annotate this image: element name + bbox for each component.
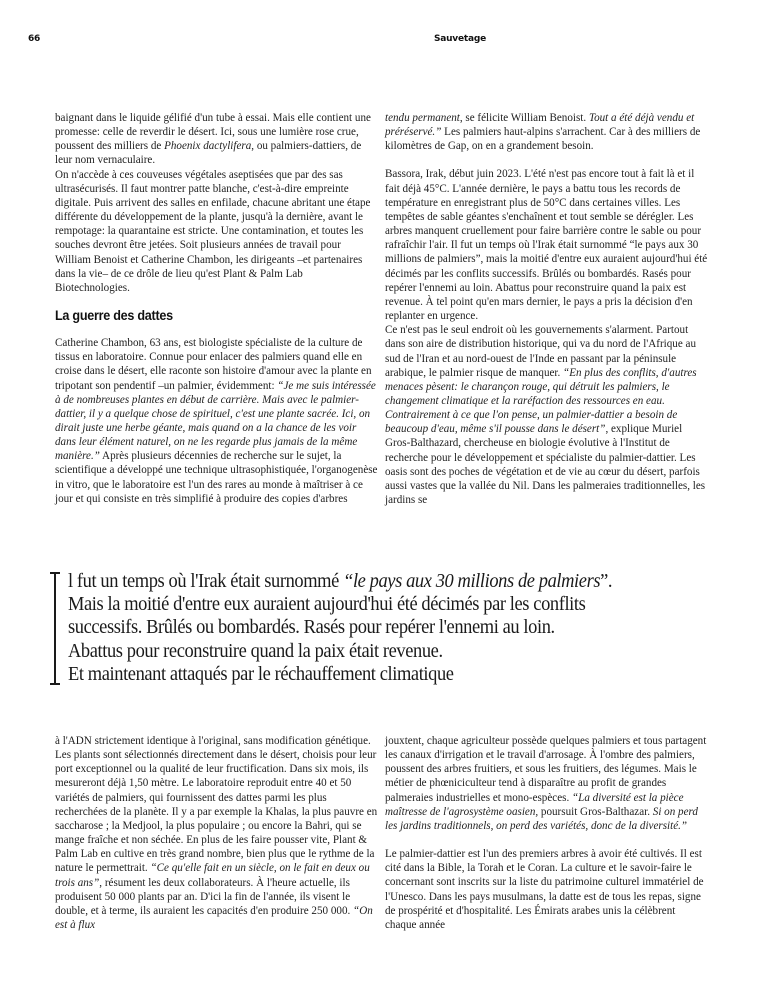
text-run: l fut un temps où l'Irak était surnommé <box>68 570 344 592</box>
paragraph <box>55 111 379 168</box>
text-run-italic: “le pays aux 30 millions de palmiers <box>343 570 601 592</box>
text-run: , ou palmiers-dattiers, de leur nom vernaculaire. <box>55 140 362 167</box>
text-run: Catherine Chambon, 63 ans, est biologiste spécialiste de la culture de tissus en laboratoire. Connue pour enlacer des palmiers quand elle en croise dans le désert, elle raconte son histoire d'amour avec la plante en tripotant son pendentif –un palmier, évidemment: <box>55 337 372 392</box>
column-bottom-left <box>55 734 379 932</box>
text-run: Après plusieurs décennies de recherche sur le sujet, la scientifique a développé une technique ultrasophistiquée, l'organogenèse in vitro, que le laboratoire est l'un des rares au monde à maîtriser à ce jour et qui consiste en très simplifié à produire des copies d'arbres <box>55 450 378 505</box>
pull-quote-line <box>68 570 612 593</box>
text-run: à l'ADN strictement identique à l'original, sans modification génétique. Les plants sont sélectionnés directement dans le désert, choisis pour leur port exceptionnel ou la qualité de leur fructification. Dans six mois, ils mesureront déjà 1,50 mètre. Le laboratoire reproduit entre 40 et 50 variétés de palmiers, qui fournissent des dattes parmi les plus recherchées de la planète. Il y a par exemple la Khalas, la plus pauvre en saccharose ; la Medjool, la plus populaire ; ou encore la Bahri, qui se mange fraîche et non séchée. En plus de les faire pousser vite, Plant & Palm Lab en cultive en très grand nombre, bien plus que le rythme de la nature le permettrait. <box>55 735 378 875</box>
paragraph <box>55 734 379 932</box>
text-run: , se félicite William Benoist. <box>459 112 589 124</box>
text-run: ”. <box>600 570 613 592</box>
paragraph: Le palmier-dattier est l'un des premiers arbres à avoir été cultivés. Il est cité dans la Bible, la Torah et le Coran. La culture et le savoir-faire le concernant sont inscrits sur la liste du patrimoine culturel immatériel de l'Unesco. Dans les pays musulmans, la datte est de tous les repas, signe de prospérité et d'hospitalité. Les Émirats arabes unis la célèbrent chaque année <box>385 848 704 931</box>
pull-quote-text <box>68 570 612 686</box>
section-subheading: La guerre des dattes <box>55 307 173 324</box>
column-bottom-right <box>385 734 709 932</box>
paragraph <box>385 734 709 833</box>
text-run: jouxtent, chaque agriculteur possède quelques palmiers et tous partagent les canaux d'irrigation et le travail d'arrosage. À l'ombre des palmiers, poussent des arbres fruitiers, et sous les fruitiers, des légumes. Mais le métier de phœniciculteur tend à disparaître au profit de grandes palmeraies industrielles et mono-espèces. <box>385 735 707 804</box>
quote-italic: “La diversité est la pièce maîtresse de l'agrosystème oasien, <box>385 791 684 818</box>
text-run-italic: tendu permanent <box>385 112 460 124</box>
drop-cap-i-bracket-icon <box>50 572 60 685</box>
quote-italic: “On est à flux <box>55 904 373 932</box>
text-run: , résument les deux collaborateurs. À l'heure actuelle, ils produisent 50 000 plants par an. D'ici la fin de l'année, ils visent le double, et à terme, ils auraient les capacités d'en produire 250 000. <box>55 876 354 917</box>
quote-italic: “Ce qu'elle fait en un siècle, on le fait en deux ou trois ans” <box>55 862 370 889</box>
text-run: poursuit Gros-Balthazar. <box>538 805 653 818</box>
pull-quote-line: successifs. Brûlés ou bombardés. Rasés pour repérer l'ennemi au loin. <box>68 616 555 639</box>
column-top-left <box>55 111 379 506</box>
quote-italic: “En plus des conflits, d'autres menaces pèsent: le charançon rouge, qui détruit les palmiers, le changement climatique et la raréfaction des ressources en eau. Contrairement à ce que l'on pense, un palmier-dattier a besoin de beaucoup d'eau, même s'il pousse dans le désert” <box>385 366 697 436</box>
quote-italic: Tout a été déjà vendu et préréservé.” <box>385 112 695 139</box>
text-run: Ce n'est pas le seul endroit où les gouvernements s'alarment. Partout dans son aire de distribution historique, qui va du nord de l'Afrique au sud de l'Iran et au nord-ouest de l'Inde en passant par la péninsule arabique, le palmier risque de manquer. <box>385 324 697 379</box>
quote-italic: “Je me suis intéressée à de nombreuses plantes en début de carrière. Mais avec le palmier-dattier, il y a quelque chose de spirituel, c'est une plante sacrée. Ici, on dirait juste une herbe géante, mais quand on a la chance de les voir dans leur élément naturel, on ne les regarde plus jamais de la même manière.” <box>55 379 376 463</box>
text-run: baignant dans le liquide gélifié d'un tube à essai. Mais elle contient une promesse: celle de reverdir le désert. Ici, sous une lumière rose crue, poussent des milliers de <box>55 112 371 153</box>
text-run: Les palmiers haut-alpins s'arrachent. Car à des milliers de kilomètres de Gap, on en a grandement besoin. <box>385 126 701 153</box>
paragraph: Bassora, Irak, début juin 2023. L'été n'est pas encore tout à fait là et il fait déjà 45°C. L'année dernière, le pays a battu tous les records de température en enregistrant plus de 50°C dans certaines villes. Les tempêtes de sable géantes s'enchaînent et tout semble se dérégler. Les arbres manquent cruellement pour faire barrière contre le sable ou pour rafraîchir l'air. Il fut un temps où l'Irak était surnommé “le pays aux 30 millions de palmiers”, mais la moitié d'entre eux auraient aujourd'hui été décimés par les conflits successifs. Brûlés ou bombardés. Rasés pour repérer l'ennemi au loin. Abattus pour reconstruire quand la paix est revenue. À tel point qu'en mars dernier, le pays a pris la décision d'en replanter en urgence. <box>385 168 708 323</box>
text-run-italic: Phoenix dactylifera <box>164 140 252 153</box>
paragraph: On n'accède à ces couveuses végétales aseptisées que par des sas ultrasécurisés. Il faut montrer patte blanche, c'est-à-dire empreinte digitale. Puis arrivent des salles en enfilade, chacune abritant une étape différente du développement de la plante, jusqu'à la dernière, avant le rempotage: la quarantaine est stricte. Une contamination, et toutes les souches devront être jetées. Soit plusieurs années de travail pour William Benoist et Catherine Chambon, les dirigeants –et partenaires dans la vie– de ce drôle de lieu qu'est Plant & Palm Lab Biotechnologies. <box>55 168 371 294</box>
quote-italic: Si on perd les jardins traditionnels, on perd des variétés, donc de la diversité.” <box>385 805 698 832</box>
text-run: , explique Muriel Gros-Balthazard, chercheuse en biologie évolutive à l'Institut de recherche pour le développement et spécialiste du palmier-dattier. Les oasis sont des poches de végétation et de vie au cœur du désert, parfois aussi vastes que la vallée du Nil. Dans les palmeraies traditionnelles, les jardins se <box>385 423 706 507</box>
column-top-right <box>385 111 709 507</box>
paragraph <box>55 336 379 506</box>
page-number: 66 <box>28 34 41 44</box>
pull-quote-line: Abattus pour reconstruire quand la paix était revenue. <box>68 639 443 662</box>
pull-quote-line: Mais la moitié d'entre eux auraient aujourd'hui été décimés par les conflits <box>68 593 586 616</box>
pull-quote-line: Et maintenant attaqués par le réchauffement climatique <box>68 662 454 685</box>
paragraph <box>385 323 709 507</box>
section-title: Sauvetage <box>433 34 486 44</box>
paragraph <box>385 111 709 153</box>
